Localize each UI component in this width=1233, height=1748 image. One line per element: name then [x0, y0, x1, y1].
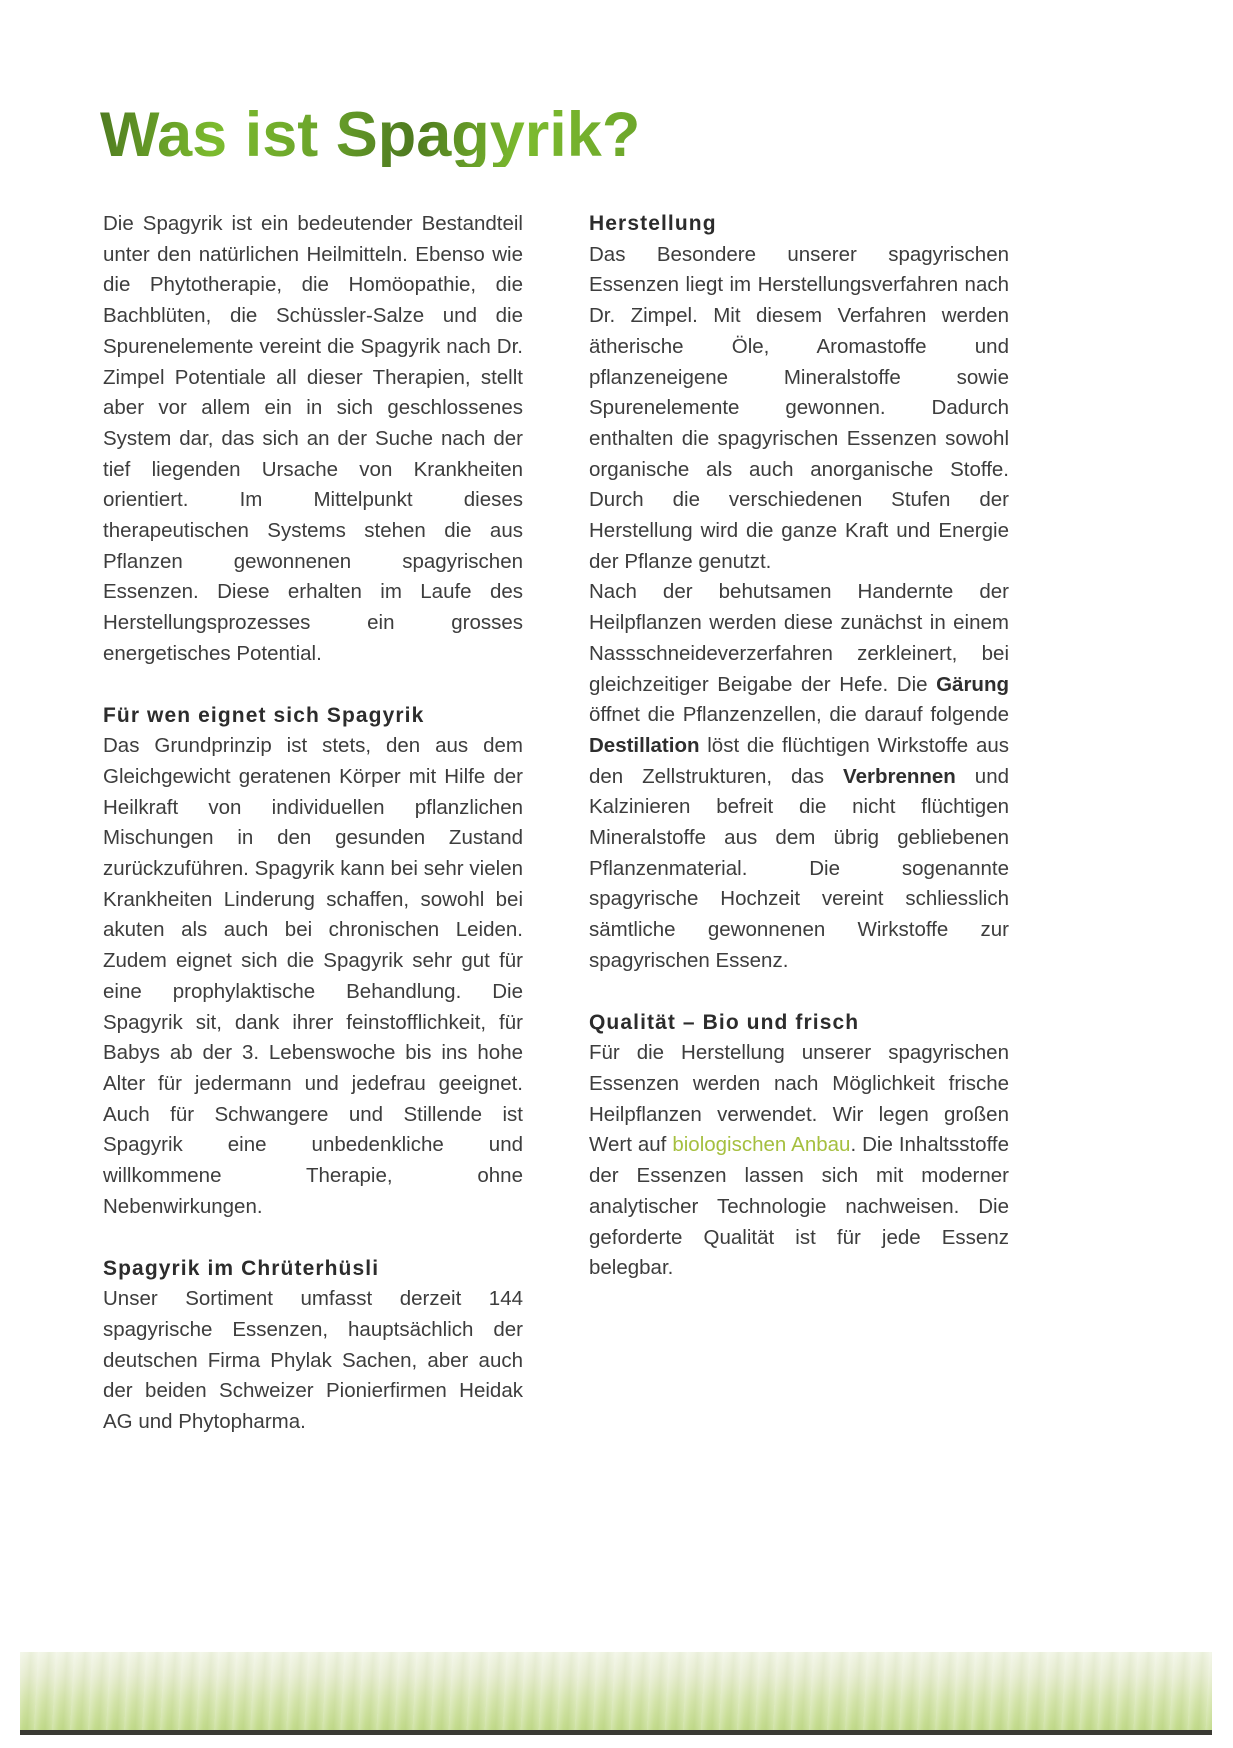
footer-image-band	[20, 1652, 1212, 1735]
article-section	[103, 701, 523, 1223]
bold-keyword: Gärung	[936, 672, 1009, 696]
section-heading: Qualität – Bio und frisch	[589, 1010, 860, 1034]
right-column	[589, 209, 1009, 1438]
article-section	[103, 209, 523, 670]
section-heading: Herstellung	[589, 212, 717, 235]
article-section	[589, 1008, 1009, 1284]
text-run: Nach der behutsamen Handernte der Heilpflanzen werden diese zunächst in einem Nassschneideverzerfahren zerkleinert, bei gleichzeitiger Beigabe der Hefe. Die	[589, 580, 1009, 696]
left-column	[103, 209, 523, 1438]
accent-text: biologischen Anbau	[672, 1133, 851, 1157]
bold-keyword: Destillation	[589, 733, 700, 757]
paragraph	[103, 731, 523, 1222]
text-run: und Kalzinieren befreit die nicht flüchtigen Mineralstoffe aus dem übrig gebliebenen Pflanzenmaterial. Die sogenannte spagyrische Hochzeit vereint schliesslich sämtliche gewonnenen Wirkstoffe zur spagyrischen Essenz.	[589, 764, 1009, 972]
text-run: Das Grundprinzip ist stets, den aus dem Gleichgewicht geratenen Körper mit Hilfe der Heilkraft von individuellen pflanzlichen Mischungen in den gesunden Zustand zurückzuführen. Spagyrik kann bei sehr vielen Krankheiten Linderung schaffen, sowohl bei akuten als auch bei chronischen Leiden. Zudem eignet sich die Spagyrik sehr gut für eine prophylaktische Behandlung. Die Spagyrik sit, dank ihrer feinstofflichkeit, für Babys ab der 3. Lebenswoche bis ins hohe Alter für jedermann und jedefrau geeignet. Auch für Schwangere und Stillende ist Spagyrik eine unbedenkliche und willkommene Therapie, ohne Nebenwirkungen.	[103, 734, 523, 1218]
section-heading: Spagyrik im Chrüterhüsli	[103, 1256, 380, 1280]
paragraph	[589, 240, 1009, 578]
text-run: Unser Sortiment umfasst derzeit 144 spagyrische Essenzen, hauptsächlich der deutschen Firma Phylak Sachen, aber auch der beiden Schweizer Pionierfirmen Heidak AG und Phytopharma.	[103, 1287, 523, 1434]
page-title: Was ist Spagyrik?	[100, 100, 641, 170]
bold-keyword: Verbrennen	[843, 764, 956, 788]
text-run: löst die flüchtigen Wirkstoffe aus den Zellstrukturen, das	[589, 733, 1009, 788]
text-run: Für die Herstellung unserer spagyrischen Essenzen werden nach Möglichkeit frische Heilpflanzen verwendet. Wir legen großen Wert auf	[589, 1041, 1009, 1157]
article-section	[589, 209, 1009, 977]
text-run: Das Besondere unserer spagyrischen Essenzen liegt im Herstellungsverfahren nach Dr. Zimpel. Mit diesem Verfahren werden ätherische Öle, Aromastoffe und pflanzeneigene Mineralstoffe sowie Spurenelemente gewonnen. Dadurch enthalten die spagyrischen Essenzen sowohl organische als auch anorganische Stoffe. Durch die verschiedenen Stufen der Herstellung wird die ganze Kraft und Energie der Pflanze genutzt.	[589, 242, 1009, 573]
paragraph	[589, 1038, 1009, 1284]
text-run: öffnet die Pflanzenzellen, die darauf folgende	[589, 703, 1009, 727]
paragraph	[103, 209, 523, 670]
section-heading: Für wen eignet sich Spagyrik	[103, 703, 425, 727]
text-run: . Die Inhaltsstoffe der Essenzen lassen sich mit moderner analytischer Technologie nachweisen. Die geforderte Qualität ist für jede Essenz belegbar.	[589, 1133, 1009, 1280]
paragraph	[103, 1284, 523, 1438]
text-run: Die Spagyrik ist ein bedeutender Bestandteil unter den natürlichen Heilmitteln. Ebenso wie die Phytotherapie, die Homöopathie, die Bachblüten, die Schüssler-Salze und die Spurenelemente vereint die Spagyrik nach Dr. Zimpel Potentiale all dieser Therapien, stellt aber vor allem ein in sich geschlossenes System dar, das sich an der Suche nach der tief liegenden Ursache von Krankheiten orientiert. Im Mittelpunkt dieses therapeutischen Systems stehen die aus Pflanzen gewonnenen spagyrischen Essenzen. Diese erhalten im Laufe des Herstellungsprozesses ein grosses energetisches Potential.	[103, 212, 523, 665]
article-columns	[103, 209, 1009, 1438]
article-section	[103, 1254, 523, 1438]
paragraph	[589, 577, 1009, 976]
